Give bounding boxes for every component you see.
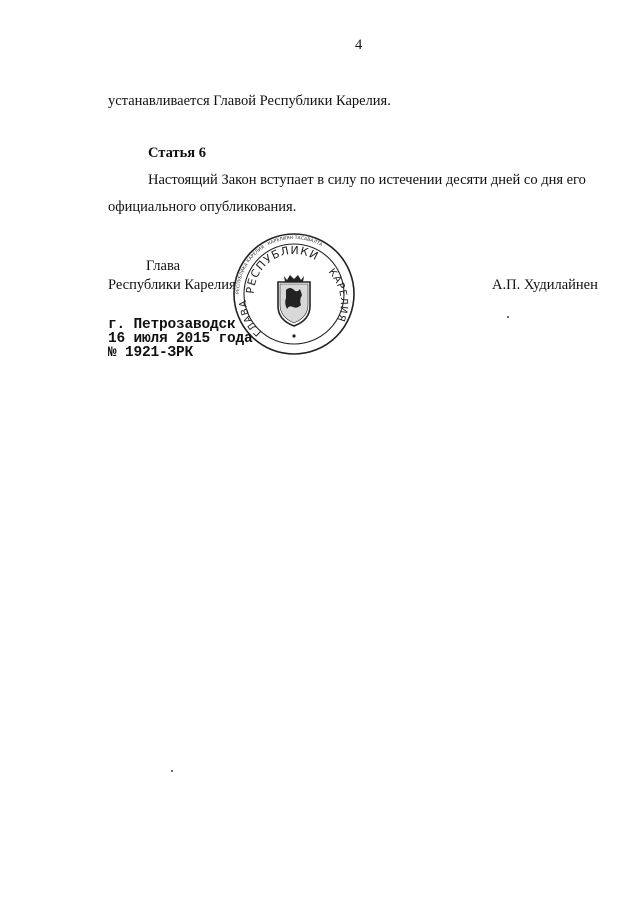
paragraph-continuation: устанавливается Главой Республики Карелия. bbox=[108, 93, 391, 109]
stamp-city: г. Петрозаводск bbox=[108, 317, 236, 333]
article-heading: Статья 6 bbox=[148, 145, 206, 161]
article-text-line-1: Настоящий Закон вступает в силу по истечении десяти дней со дня его bbox=[148, 172, 586, 188]
ink-speck bbox=[507, 316, 509, 318]
seal-text-left: ГЛАВА bbox=[237, 299, 265, 338]
stamp-date: 16 июля 2015 года bbox=[108, 331, 253, 347]
signature-title-line-2: Республики Карелия bbox=[108, 277, 236, 293]
page-number: 4 bbox=[355, 37, 363, 53]
coat-of-arms-icon bbox=[278, 275, 310, 338]
stamp-number: № 1921-ЗРК bbox=[108, 345, 194, 361]
seal-ring-text: РЕСПУБЛИКА КАРЕЛИЯ · КАРЕЛИЯН ТАСАВАЛТА · bbox=[235, 235, 326, 295]
signatory-name: А.П. Худилайнен bbox=[492, 277, 598, 293]
seal-text-top: РЕСПУБЛИКИ bbox=[243, 243, 321, 295]
article-text-line-2: официального опубликования. bbox=[108, 199, 297, 215]
ink-speck bbox=[171, 770, 173, 772]
signature-title-line-1: Глава bbox=[146, 258, 181, 274]
seal-text-right: КАРЕЛИЯ bbox=[325, 266, 349, 324]
